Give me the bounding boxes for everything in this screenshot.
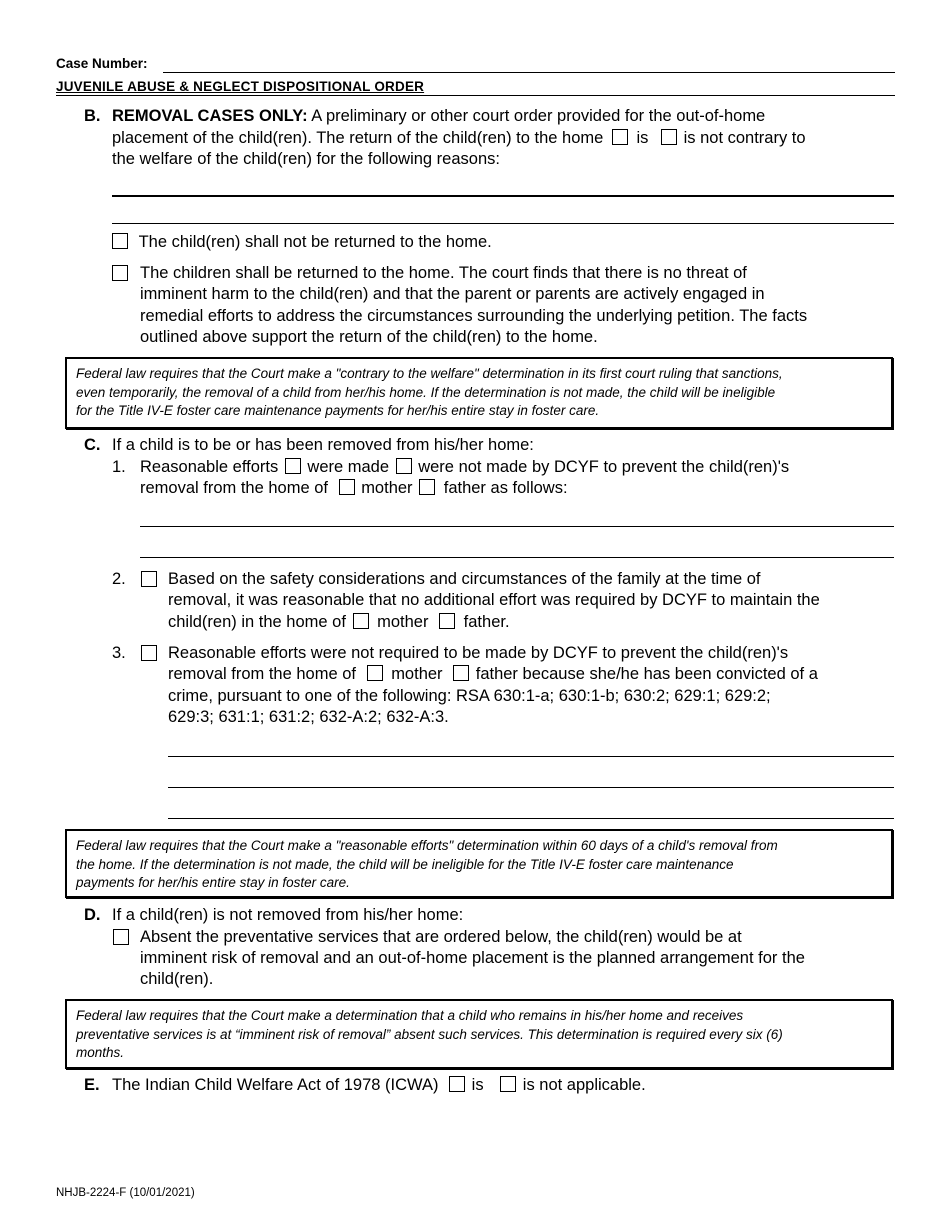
c1-mother-checkbox[interactable] [339, 479, 355, 495]
c-item-2-line-2: removal, it was reasonable that no additional effort was required by DCYF to maintain the [168, 591, 820, 609]
b-not-returned-checkbox[interactable] [112, 233, 128, 249]
c-item-1-line-2 [140, 478, 568, 500]
c1-father-label: father as follows: [443, 479, 568, 497]
c-item-3-line-3: crime, pursuant to one of the following: RSA 630:1-a; 630:1-b; 630:2; 629:1; 629:2; [168, 687, 771, 705]
section-b-heading: REMOVAL CASES ONLY: [112, 107, 308, 125]
section-d-intro: If a child(ren) is not removed from his/her home: [112, 906, 464, 924]
b-returned-line-2: imminent harm to the child(ren) and that the parent or parents are actively engaged in [140, 285, 765, 303]
section-b-line1 [112, 106, 765, 128]
c3-mother-label: mother [391, 665, 443, 683]
notice-2-line-2: the home. If the determination is not made, the child will be ineligible for the Title IV-E foster care maintenance [76, 856, 734, 872]
b-reasons-line-2[interactable] [112, 223, 894, 224]
b-contrary-is-checkbox[interactable] [612, 129, 628, 145]
notice-2-line-1: Federal law requires that the Court make a "reasonable efforts" determination within 60 days of a child's removal from [76, 838, 778, 853]
notice-1-line-1: Federal law requires that the Court make a "contrary to the welfare" determination in its first court ruling that sanctions, [76, 366, 783, 381]
c1-were-not-made-checkbox[interactable] [396, 458, 412, 474]
c1-reasonable-efforts-label: Reasonable efforts [140, 458, 279, 476]
c1-father-checkbox[interactable] [419, 479, 435, 495]
c2-father-label: father. [463, 613, 510, 631]
b-returned-checkbox[interactable] [112, 265, 128, 281]
section-c-intro: If a child is to be or has been removed from his/her home: [112, 436, 534, 454]
c3-father-checkbox[interactable] [453, 665, 469, 681]
b-is-label: is [636, 129, 649, 147]
d-line-1: Absent the preventative services that are ordered below, the child(ren) would be at [140, 928, 742, 946]
section-b-line1-text: A preliminary or other court order provided for the out-of-home [307, 107, 766, 125]
c2-father-checkbox[interactable] [439, 613, 455, 629]
section-e-line [112, 1075, 646, 1097]
c3-line-1[interactable] [168, 756, 894, 757]
c1-were-not-made-label: were not made by DCYF to prevent the child(ren)'s [418, 458, 790, 476]
c2-mother-checkbox[interactable] [353, 613, 369, 629]
c-item-2-num: 2. [112, 570, 126, 588]
b-returned-line-1: The children shall be returned to the home. The court finds that there is no threat of [140, 264, 747, 282]
c-item-3-line-1: Reasonable efforts were not required to be made by DCYF to prevent the child(ren)'s [168, 644, 789, 662]
c-item-2-line-3 [168, 612, 510, 634]
c3-mother-checkbox[interactable] [367, 665, 383, 681]
b-contrary-is-not-checkbox[interactable] [661, 129, 677, 145]
notice-reasonable-efforts [65, 829, 893, 898]
c2-no-effort-checkbox[interactable] [141, 571, 157, 587]
notice-1-line-2: even temporarily, the removal of a child from her/his home. If the determination is not made, the child will be ineligible [76, 384, 776, 400]
notice-imminent-risk [65, 999, 893, 1069]
section-b-line2 [112, 128, 806, 150]
c3-not-required-checkbox[interactable] [141, 645, 157, 661]
c1-efforts-line-2[interactable] [140, 557, 894, 558]
c-item-3-line-2 [168, 664, 818, 686]
section-b-line3: the welfare of the child(ren) for the following reasons: [112, 150, 500, 168]
footer-form-id: NHJB-2224-F (10/01/2021) [56, 1187, 195, 1199]
b-returned-line-3: remedial efforts to address the circumstances surrounding the underlying petition. The facts [140, 307, 808, 325]
c1-were-made-label: were made [307, 458, 390, 476]
d-imminent-risk-checkbox[interactable] [113, 929, 129, 945]
c2-mother-label: mother [377, 613, 429, 631]
b-returned-line-4: outlined above support the return of the child(ren) to the home. [140, 328, 598, 346]
e-is-label: is [471, 1076, 484, 1094]
e-icwa-label: The Indian Child Welfare Act of 1978 (ICWA) [112, 1076, 439, 1094]
notice-3-line-3: months. [76, 1045, 125, 1060]
e-is-checkbox[interactable] [449, 1076, 465, 1092]
d-line-3: child(ren). [140, 970, 214, 988]
c1-removal-label: removal from the home of [140, 479, 328, 497]
notice-2-line-3: payments for her/his entire stay in foster care. [76, 875, 350, 890]
c-item-1-num: 1. [112, 458, 126, 476]
c-item-1-line-1 [140, 457, 789, 479]
b-option-not-returned [112, 232, 492, 254]
section-b-letter: B. [84, 107, 101, 125]
e-is-not-label: is not applicable. [522, 1076, 646, 1094]
case-number-field[interactable] [163, 72, 895, 73]
c-item-2-line-1: Based on the safety considerations and circumstances of the family at the time of [168, 570, 761, 588]
header-rule [56, 95, 895, 96]
c3-line-3[interactable] [168, 818, 894, 819]
c1-were-made-checkbox[interactable] [285, 458, 301, 474]
c2-home-of-label: child(ren) in the home of [168, 613, 346, 631]
section-d-letter: D. [84, 906, 101, 924]
notice-1-line-3: for the Title IV-E foster care maintenance payments for her/his entire stay in foster care. [76, 403, 600, 418]
notice-contrary-to-welfare [65, 357, 893, 429]
c3-father-label: father because she/he has been convicted of a [475, 665, 818, 683]
c-item-3-line-4: 629:3; 631:1; 631:2; 632-A:2; 632-A:3. [168, 708, 449, 726]
b-is-not-label: is not contrary to [683, 129, 806, 147]
section-e-letter: E. [84, 1076, 100, 1094]
c1-mother-label: mother [361, 479, 413, 497]
c3-line-2[interactable] [168, 787, 894, 788]
section-b-line2-text: placement of the child(ren). The return of the child(ren) to the home [112, 129, 604, 147]
c1-efforts-line-1[interactable] [140, 526, 894, 527]
c3-removal-label: removal from the home of [168, 665, 356, 683]
form-title: JUVENILE ABUSE & NEGLECT DISPOSITIONAL ORDER [56, 79, 425, 94]
b-not-returned-text: The child(ren) shall not be returned to the home. [138, 233, 492, 251]
notice-3-line-1: Federal law requires that the Court make a determination that a child who remains in his/her home and receives [76, 1008, 744, 1023]
notice-3-line-2: preventative services is at “imminent risk of removal” absent such services. This determination is required every six (6) [76, 1026, 783, 1042]
section-c-letter: C. [84, 436, 101, 454]
c-item-3-num: 3. [112, 644, 126, 662]
case-number-label: Case Number: [56, 56, 148, 71]
e-is-not-checkbox[interactable] [500, 1076, 516, 1092]
d-line-2: imminent risk of removal and an out-of-home placement is the planned arrangement for the [140, 949, 805, 967]
b-reasons-line-1[interactable] [112, 195, 894, 197]
